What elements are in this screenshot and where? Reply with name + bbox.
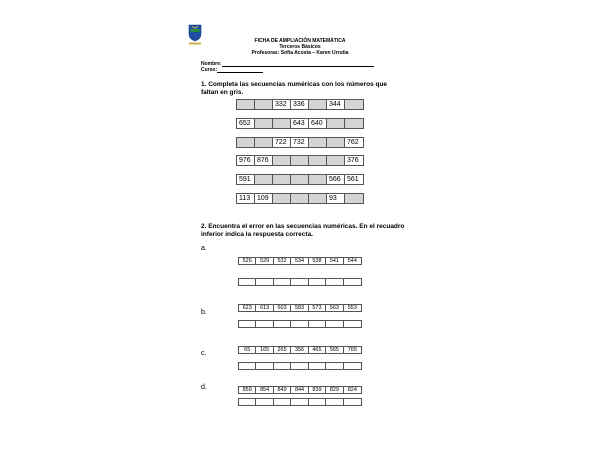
sequence-cell: 553	[347, 305, 357, 311]
sequence-cell: 623	[239, 305, 256, 311]
answer-cell[interactable]	[291, 363, 308, 369]
sequence-cell[interactable]	[327, 119, 345, 128]
sequence-cell: 859	[239, 387, 256, 393]
sequence-cell: 976	[237, 156, 255, 165]
answer-row-a[interactable]	[238, 278, 362, 286]
sequence-cell: 336	[291, 100, 309, 109]
sequence-cell: 722	[273, 138, 291, 147]
question-1-text: 1. Completa las secuencias numéricas con los números que faltan en gris.	[201, 81, 388, 96]
answer-cell[interactable]	[326, 279, 343, 285]
sequence-cell: 465	[309, 347, 326, 353]
sequence-cell: 356	[291, 347, 308, 353]
sequence-row-1	[236, 99, 364, 110]
sequence-cell: 583	[291, 305, 308, 311]
answer-cell[interactable]	[256, 321, 273, 327]
answer-cell[interactable]	[256, 363, 273, 369]
sequence-cell: 876	[255, 156, 273, 165]
sequence-cell[interactable]	[309, 194, 327, 203]
sequence-cell: 844	[291, 387, 308, 393]
answer-cell[interactable]	[326, 399, 343, 405]
sequence-cell: 603	[274, 305, 291, 311]
sequence-cell: 563	[326, 305, 343, 311]
answer-row-b[interactable]	[238, 320, 362, 328]
sequence-cell: 532	[274, 258, 291, 264]
sequence-cell: 538	[309, 258, 326, 264]
sequence-cell: 265	[274, 347, 291, 353]
sequence-cell: 591	[237, 175, 255, 184]
sequence-cell[interactable]	[255, 100, 273, 109]
sequence-cell: 529	[256, 258, 273, 264]
error-sequence-c	[238, 346, 362, 354]
sequence-cell: 732	[291, 138, 309, 147]
sequence-cell[interactable]	[273, 119, 291, 128]
answer-cell[interactable]	[344, 363, 361, 369]
sequence-cell[interactable]	[327, 156, 345, 165]
sequence-cell: 93	[327, 194, 345, 203]
answer-cell[interactable]	[274, 399, 291, 405]
name-label: Nombre:	[201, 61, 222, 67]
item-label-b: b.	[201, 309, 207, 316]
sequence-cell[interactable]	[291, 175, 309, 184]
sequence-row-5	[236, 174, 364, 185]
answer-cell[interactable]	[326, 321, 343, 327]
sequence-cell: 165	[256, 347, 273, 353]
worksheet-title: FICHA DE AMPLIACIÓN MATEMÁTICA	[254, 38, 346, 44]
sequence-cell: 534	[291, 258, 308, 264]
answer-row-d[interactable]	[238, 398, 362, 406]
answer-cell[interactable]	[239, 279, 256, 285]
answer-cell[interactable]	[274, 279, 291, 285]
sequence-cell: 109	[255, 194, 273, 203]
answer-cell[interactable]	[274, 321, 291, 327]
sequence-cell: 762	[347, 139, 359, 146]
sequence-cell[interactable]	[309, 138, 327, 147]
answer-row-c[interactable]	[238, 362, 362, 370]
sequence-row-2	[236, 118, 364, 129]
sequence-cell[interactable]	[327, 138, 345, 147]
sequence-cell[interactable]	[273, 156, 291, 165]
sequence-cell: 652	[237, 119, 255, 128]
sequence-cell[interactable]	[237, 138, 255, 147]
sequence-cell[interactable]	[273, 175, 291, 184]
course-field[interactable]	[201, 67, 263, 73]
sequence-cell[interactable]	[273, 194, 291, 203]
answer-cell[interactable]	[274, 363, 291, 369]
sequence-row-6	[236, 193, 364, 204]
answer-cell[interactable]	[256, 399, 273, 405]
sequence-cell[interactable]	[345, 194, 363, 203]
sequence-cell: 854	[256, 387, 273, 393]
error-sequence-b	[238, 304, 362, 312]
sequence-cell: 113	[237, 194, 255, 203]
sequence-cell[interactable]	[291, 156, 309, 165]
sequence-cell: 640	[309, 119, 327, 128]
sequence-cell[interactable]	[237, 100, 255, 109]
answer-cell[interactable]	[291, 321, 308, 327]
sequence-cell[interactable]	[345, 100, 363, 109]
sequence-cell: 376	[347, 157, 359, 164]
answer-cell[interactable]	[239, 321, 256, 327]
sequence-cell: 566	[327, 175, 345, 184]
sequence-cell: 613	[256, 305, 273, 311]
sequence-cell: 561	[347, 176, 359, 183]
sequence-cell: 849	[274, 387, 291, 393]
answer-cell[interactable]	[309, 321, 326, 327]
sequence-cell[interactable]	[345, 119, 363, 128]
answer-cell[interactable]	[326, 363, 343, 369]
sequence-cell: 565	[326, 347, 343, 353]
sequence-cell: 839	[309, 387, 326, 393]
sequence-cell[interactable]	[309, 175, 327, 184]
sequence-cell[interactable]	[255, 175, 273, 184]
course-label: Curso:	[201, 67, 218, 73]
worksheet-teachers: Profesoras: Sofía Acosta – Karen Urrutia	[251, 50, 349, 56]
course-line[interactable]	[217, 67, 263, 73]
answer-cell[interactable]	[309, 363, 326, 369]
sequence-cell[interactable]	[255, 138, 273, 147]
sequence-cell[interactable]	[309, 100, 327, 109]
sequence-cell[interactable]	[291, 194, 309, 203]
sequence-cell: 824	[347, 387, 357, 393]
sequence-cell[interactable]	[309, 156, 327, 165]
answer-cell[interactable]	[309, 279, 326, 285]
sequence-cell: 544	[347, 258, 357, 264]
answer-cell[interactable]	[239, 363, 256, 369]
sequence-cell: 573	[309, 305, 326, 311]
sequence-cell: 332	[273, 100, 291, 109]
question-2-text: 2. Encuentra el error en las secuencias numéricas. En el recuadro inferior indica la respuesta correcta.	[201, 223, 405, 238]
sequence-cell: 65	[239, 347, 256, 353]
sequence-cell: 765	[347, 347, 357, 353]
answer-cell[interactable]	[344, 279, 361, 285]
answer-cell[interactable]	[291, 399, 308, 405]
answer-cell[interactable]	[239, 399, 256, 405]
error-sequence-a	[238, 257, 362, 265]
answer-cell[interactable]	[309, 399, 326, 405]
sequence-cell: 541	[326, 258, 343, 264]
sequence-cell: 643	[291, 119, 309, 128]
sequence-cell: 829	[326, 387, 343, 393]
item-label-c: c.	[201, 350, 207, 357]
item-label-d: d.	[201, 384, 207, 391]
answer-cell[interactable]	[344, 399, 361, 405]
item-label-a: a.	[201, 245, 207, 252]
worksheet-subtitle: Terceros Básicos	[279, 44, 321, 50]
answer-cell[interactable]	[256, 279, 273, 285]
error-sequence-d	[238, 386, 362, 394]
sequence-row-4	[236, 155, 364, 166]
sequence-cell[interactable]	[255, 119, 273, 128]
sequence-cell: 526	[239, 258, 256, 264]
answer-cell[interactable]	[344, 321, 361, 327]
answer-cell[interactable]	[291, 279, 308, 285]
sequence-row-3	[236, 137, 364, 148]
sequence-cell: 344	[327, 100, 345, 109]
